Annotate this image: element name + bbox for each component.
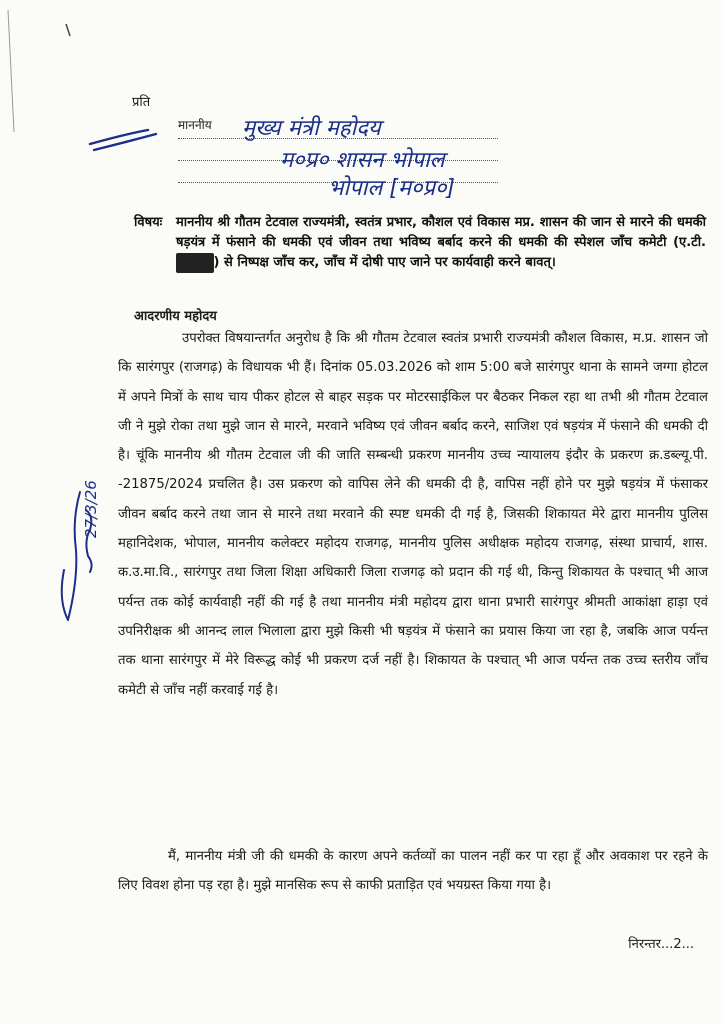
- continued-marker: निरन्तर...2...: [628, 937, 694, 952]
- addressee-line-1: मुख्य मंत्री महोदय: [242, 116, 381, 141]
- scan-edge-marks: [0, 0, 140, 140]
- redacted-mark: xxxx: [176, 253, 214, 273]
- margin-signature: [28, 480, 138, 630]
- subject-text-end: ) से निष्पक्ष जाँच कर, जाँच में दोषी पाए जाने पर कार्यवाही करने बावत्।: [213, 255, 556, 270]
- margin-date: 27/3/26: [82, 480, 100, 538]
- handwritten-arrow-mark: [86, 124, 186, 154]
- prati-label: प्रति: [132, 95, 151, 110]
- subject-text-start: माननीय श्री गौतम टेटवाल राज्यमंत्री, स्वतंत्र प्रभार, कौशल एवं विकास मप्र. शासन की जान से मारने की धमकी षड़यंत्र में फंसाने की धमकी एवं जीवन तथा भविष्य बर्बाद करने की धमकी की स्पेशल जाँच कमेटी (ए.टी.: [176, 215, 706, 250]
- addressee-line-2: म०प्र० शासन भोपाल: [280, 148, 445, 173]
- manniya-label: माननीय: [178, 118, 212, 132]
- subject-text: [176, 213, 706, 273]
- salutation: आदरणीय महोदय: [134, 309, 217, 324]
- addressee-line-3: भोपाल [म०प्र०]: [328, 176, 455, 201]
- subject-label: विषयः: [134, 215, 163, 230]
- body-paragraph-1: उपरोक्त विषयान्तर्गत अनुरोध है कि श्री गौतम टेटवाल स्वतंत्र प्रभारी राज्यमंत्री कौशल विकास, म.प्र. शासन जो कि सारंगपुर (राजगढ़) के विधायक भी हैं। दिनांक 05.03.2026 को शाम 5:00 बजे सारंगपुर थाना के सामने जग्गा होटल में अपने मित्रों के साथ चाय पीकर होटल से बाहर सड़क पर मोटरसाईकिल पर बैठकर निकल रहा था तभी श्री गौतम टेटवाल जी ने मुझे रोका तथा मुझे जान से मारने, मरवाने भविष्य एवं जीवन बर्बाद करने, साजिश एवं षड़यंत्र में फंसाने की धमकी दी है। चूंकि माननीय श्री गौतम टेटवाल जी की जाति सम्बन्धी प्रकरण माननीय उच्च न्यायालय इंदौर के प्रकरण क्र.डब्ल्यू.पी. -21875/2024 प्रचलित है। उस प्रकरण को वापिस लेने की धमकी दी है, वापिस नहीं होने पर मुझे षड़यंत्र में फंसाकर जीवन बर्बाद करने तथा जान से मारने तथा मरवाने की स्पष्ट धमकी दी गई है, जिसकी शिकायत मेरे द्वारा माननीय पुलिस महानिदेशक, भोपाल, माननीय कलेक्टर महोदय राजगढ़, माननीय पुलिस अधीक्षक महोदय राजगढ़, संस्था प्राचार्य, शास. क.उ.मा.वि., सारंगपुर तथा जिला शिक्षा अधिकारी जिला राजगढ़ को प्रदान की गई थी, किन्तु शिकायत के पश्चात् भी आज पर्यन्त तक कोई कार्यवाही नहीं की गई है तथा माननीय मंत्री महोदय द्वारा थाना प्रभारी सारंगपुर श्रीमती आकांक्षा हाड़ा एवं उपनिरीक्षक श्री आनन्द लाल भिलाला द्वारा मुझे किसी भी षड़यंत्र में फंसाने का प्रयास किया जा रहा है, जबकि आज पर्यन्त तक थाना सारंगपुर में मेरे विरूद्ध कोई भी प्रकरण दर्ज नहीं है। शिकायत के पश्चात् भी आज पर्यन्त तक उच्च स्तरीय जाँच कमेटी से जाँच नहीं करवाई गई है।: [118, 331, 708, 698]
- body-paragraph-2: मैं, माननीय मंत्री जी की धमकी के कारण अपने कर्तव्यों का पालन नहीं कर पा रहा हूँ और अवकाश पर रहने के लिए विवश होना पड़ रहा है। मुझे मानसिक रूप से काफी प्रताड़ित एवं भयग्रस्त किया गया है।: [118, 849, 708, 894]
